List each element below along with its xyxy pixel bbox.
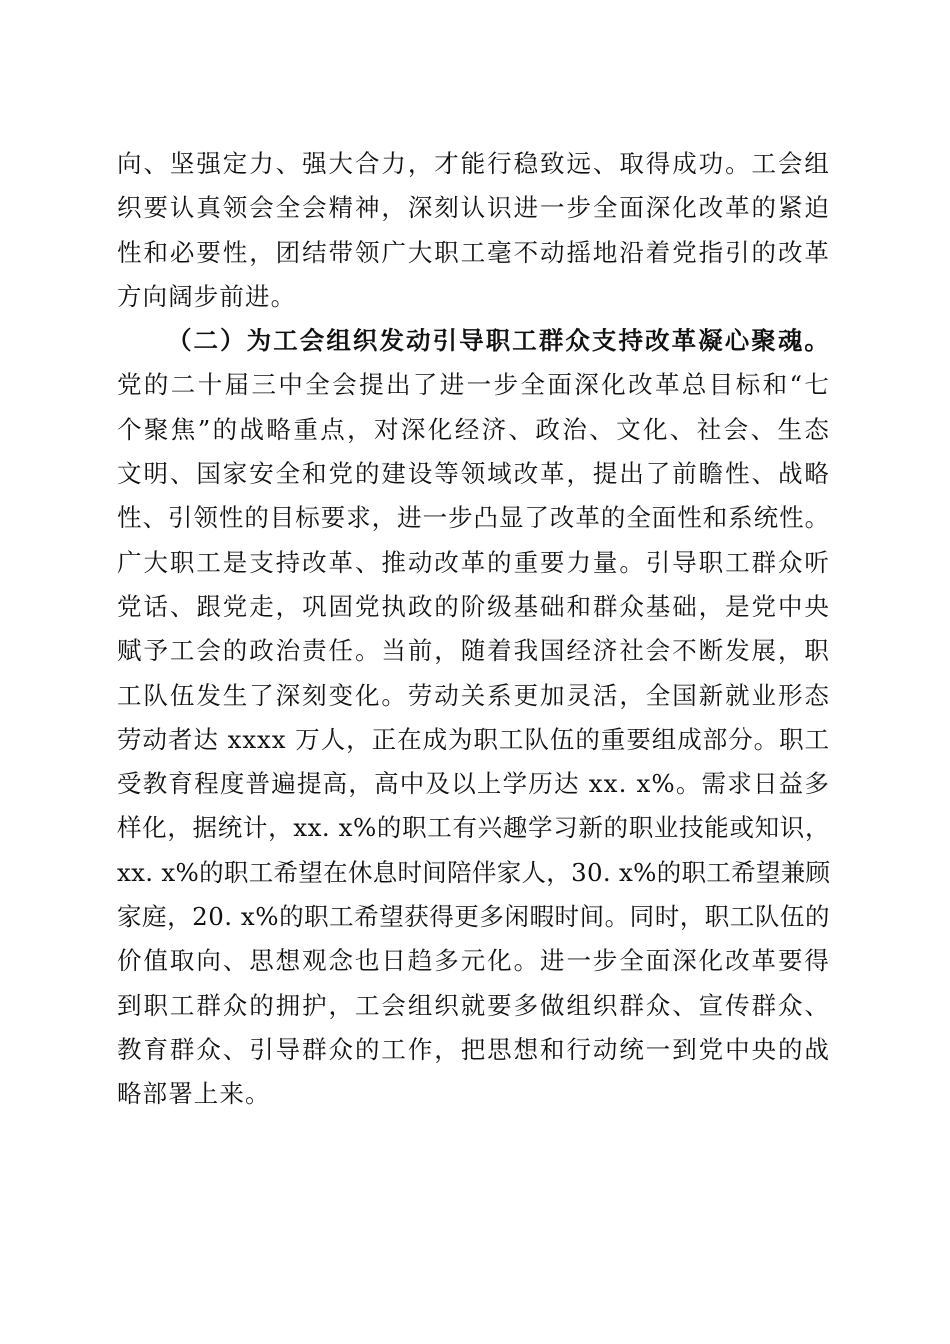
text-line: 党的二十届三中全会提出了进一步全面深化改革总目标和“七 (117, 370, 830, 400)
text-line: 略部署上来。 (117, 1079, 271, 1109)
text-line: 价值取向、思想观念也日趋多元化。进一步全面深化改革要得 (117, 946, 830, 976)
section-heading: （二）为工会组织发动引导职工群众支持改革凝心聚魂。 (167, 326, 830, 356)
text-line: 劳动者达 xxxx 万人，正在成为职工队伍的重要组成部分。职工 (117, 724, 830, 754)
text-line: 样化，据统计，xx. x%的职工有兴趣学习新的职业技能或知识， (117, 813, 830, 843)
text-line: 党话、跟党走，巩固党执政的阶级基础和群众基础，是党中央 (117, 591, 830, 621)
text-line: 家庭，20. x%的职工希望获得更多闲暇时间。同时，职工队伍的 (117, 902, 830, 932)
text-line: 赋予工会的政治责任。当前，随着我国经济社会不断发展，职 (117, 636, 830, 666)
text-line: xx. x%的职工希望在休息时间陪伴家人，30. x%的职工希望兼顾 (117, 857, 831, 887)
text-line: 到职工群众的拥护，工会组织就要多做组织群众、宣传群众、 (117, 990, 830, 1020)
text-line: 织要认真领会全会精神，深刻认识进一步全面深化改革的紧迫 (117, 193, 830, 223)
text-line: 教育群众、引导群众的工作，把思想和行动统一到党中央的战 (117, 1034, 830, 1064)
document-body (117, 142, 830, 1117)
text-line: 方向阔步前进。 (117, 281, 297, 311)
text-line: 性和必要性，团结带领广大职工毫不动摇地沿着党指引的改革 (117, 237, 830, 267)
text-line: 向、坚强定力、强大合力，才能行稳致远、取得成功。工会组 (117, 149, 830, 178)
text-line: 受教育程度普遍提高，高中及以上学历达 xx. x%。需求日益多 (117, 769, 830, 799)
text-line: 性、引领性的目标要求，进一步凸显了改革的全面性和系统性。 (117, 503, 830, 533)
text-line: 个聚焦”的战略重点，对深化经济、政治、文化、社会、生态 (117, 414, 830, 444)
text-line: 广大职工是支持改革、推动改革的重要力量。引导职工群众听 (117, 547, 830, 577)
text-line: 文明、国家安全和党的建设等领域改革，提出了前瞻性、战略 (117, 459, 830, 489)
text-line: 工队伍发生了深刻变化。劳动关系更加灵活，全国新就业形态 (117, 680, 830, 710)
